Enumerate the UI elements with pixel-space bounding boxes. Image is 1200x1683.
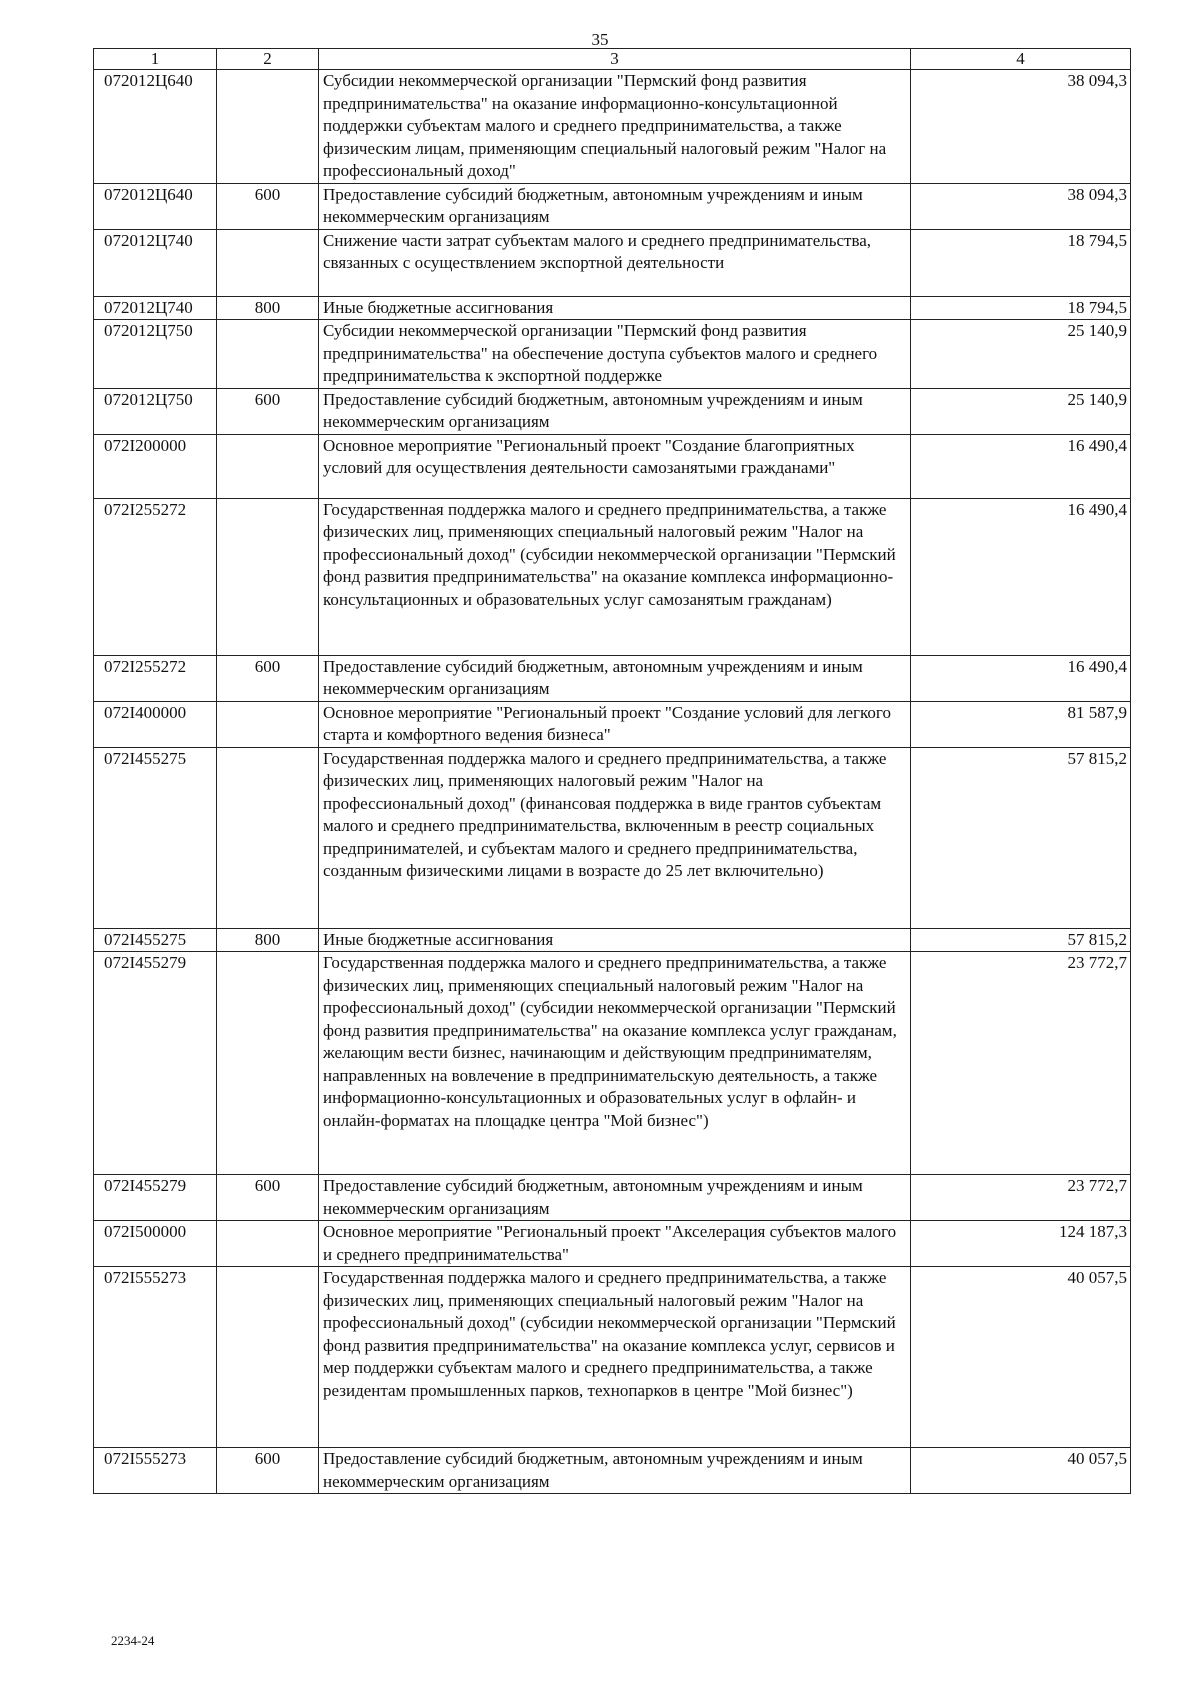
row-amount: 38 094,3: [911, 183, 1131, 229]
row-amount: 23 772,7: [911, 1175, 1131, 1221]
row-code: 072I500000: [94, 1221, 217, 1267]
row-name: Основное мероприятие "Региональный проект "Создание условий для легкого старта и комфортного ведения бизнеса": [319, 701, 911, 747]
table-row: [94, 434, 1131, 498]
row-amount: 57 815,2: [911, 747, 1131, 928]
row-amount: 57 815,2: [911, 928, 1131, 952]
row-name: Иные бюджетные ассигнования: [319, 296, 911, 320]
table-row: [94, 388, 1131, 434]
row-code: 072I400000: [94, 701, 217, 747]
row-amount: 124 187,3: [911, 1221, 1131, 1267]
row-code: 072012Ц640: [94, 70, 217, 184]
row-expense-type: 600: [217, 1175, 319, 1221]
column-header-type: 2: [217, 49, 319, 70]
row-code: 072012Ц740: [94, 296, 217, 320]
row-name: Государственная поддержка малого и среднего предпринимательства, а также физических лиц, применяющих специальный налоговый режим "Налог на профессиональный доход" (субсидии некоммерческой организации "Пермский фонд развития предпринимательства" на оказание комплекса информационно-консультационных и образовательных услуг самозанятым гражданам): [319, 498, 911, 655]
row-expense-type: 600: [217, 183, 319, 229]
row-expense-type: [217, 1221, 319, 1267]
row-amount: 18 794,5: [911, 229, 1131, 296]
row-expense-type: 800: [217, 928, 319, 952]
row-amount: 18 794,5: [911, 296, 1131, 320]
row-name: Субсидии некоммерческой организации "Пермский фонд развития предпринимательства" на оказание информационно-консультационной поддержки субъектам малого и среднего предпринимательства, а также физическим лицам, применяющим специальный налоговый режим "Налог на профессиональный доход": [319, 70, 911, 184]
row-code: 072012Ц640: [94, 183, 217, 229]
table-row: [94, 747, 1131, 928]
row-name: Основное мероприятие "Региональный проект "Акселерация субъектов малого и среднего предпринимательства": [319, 1221, 911, 1267]
row-expense-type: 600: [217, 1448, 319, 1494]
table-row: [94, 70, 1131, 184]
row-expense-type: [217, 747, 319, 928]
row-expense-type: [217, 434, 319, 498]
table-row: [94, 498, 1131, 655]
row-code: 072I455279: [94, 1175, 217, 1221]
row-name: Государственная поддержка малого и среднего предпринимательства, а также физических лиц, применяющих налоговый режим "Налог на профессиональный доход" (финансовая поддержка в виде грантов субъектам малого и среднего предпринимательства, включенным в реестр социальных предпринимателей, и субъектам малого и среднего предпринимательства, созданным физическими лицами в возрасте до 25 лет включительно): [319, 747, 911, 928]
row-code: 072I255272: [94, 498, 217, 655]
row-amount: 40 057,5: [911, 1267, 1131, 1448]
table-row: [94, 183, 1131, 229]
row-code: 072012Ц740: [94, 229, 217, 296]
row-name: Субсидии некоммерческой организации "Пермский фонд развития предпринимательства" на обеспечение доступа субъектов малого и среднего предпринимательства к экспортной поддержке: [319, 320, 911, 389]
row-expense-type: 600: [217, 655, 319, 701]
row-amount: 40 057,5: [911, 1448, 1131, 1494]
column-header-code: 1: [94, 49, 217, 70]
row-amount: 38 094,3: [911, 70, 1131, 184]
row-expense-type: [217, 952, 319, 1175]
table-row: [94, 655, 1131, 701]
row-amount: 81 587,9: [911, 701, 1131, 747]
row-expense-type: [217, 498, 319, 655]
row-name: Основное мероприятие "Региональный проект "Создание благоприятных условий для осуществления деятельности самозанятыми гражданами": [319, 434, 911, 498]
row-code: 072012Ц750: [94, 388, 217, 434]
row-expense-type: 600: [217, 388, 319, 434]
table-row: [94, 928, 1131, 952]
page-number: 35: [591, 30, 609, 49]
table-row: [94, 1221, 1131, 1267]
row-name: Государственная поддержка малого и среднего предпринимательства, а также физических лиц, применяющих специальный налоговый режим "Налог на профессиональный доход" (субсидии некоммерческой организации "Пермский фонд развития предпринимательства" на оказание комплекса услуг, сервисов и мер поддержки субъектам малого и среднего предпринимательства, а также резидентам промышленных парков, технопарков в центре "Мой бизнес"): [319, 1267, 911, 1448]
row-code: 072I455275: [94, 747, 217, 928]
row-expense-type: [217, 229, 319, 296]
table-row: [94, 229, 1131, 296]
row-code: 072I200000: [94, 434, 217, 498]
column-header-name: 3: [319, 49, 911, 70]
table-row: [94, 1448, 1131, 1494]
table-row: [94, 296, 1131, 320]
table-row: [94, 701, 1131, 747]
table-header-row: [94, 49, 1131, 70]
row-expense-type: [217, 701, 319, 747]
row-expense-type: [217, 70, 319, 184]
row-code: 072I255272: [94, 655, 217, 701]
row-amount: 16 490,4: [911, 498, 1131, 655]
column-header-amount: 4: [911, 49, 1131, 70]
row-amount: 25 140,9: [911, 320, 1131, 389]
row-amount: 16 490,4: [911, 655, 1131, 701]
row-amount: 25 140,9: [911, 388, 1131, 434]
table-row: [94, 320, 1131, 389]
row-code: 072012Ц750: [94, 320, 217, 389]
row-name: Снижение части затрат субъектам малого и среднего предпринимательства, связанных с осуществлением экспортной деятельности: [319, 229, 911, 296]
row-code: 072I555273: [94, 1267, 217, 1448]
row-name: Предоставление субсидий бюджетным, автономным учреждениям и иным некоммерческим организациям: [319, 1175, 911, 1221]
row-name: Предоставление субсидий бюджетным, автономным учреждениям и иным некоммерческим организациям: [319, 1448, 911, 1494]
budget-table: [93, 48, 1131, 1494]
row-expense-type: [217, 320, 319, 389]
row-expense-type: [217, 1267, 319, 1448]
table-row: [94, 1175, 1131, 1221]
row-amount: 16 490,4: [911, 434, 1131, 498]
table-row: [94, 952, 1131, 1175]
row-name: Иные бюджетные ассигнования: [319, 928, 911, 952]
table-row: [94, 1267, 1131, 1448]
row-name: Предоставление субсидий бюджетным, автономным учреждениям и иным некоммерческим организациям: [319, 655, 911, 701]
row-code: 072I555273: [94, 1448, 217, 1494]
row-name: Предоставление субсидий бюджетным, автономным учреждениям и иным некоммерческим организациям: [319, 183, 911, 229]
row-expense-type: 800: [217, 296, 319, 320]
document-code: 2234-24: [111, 1633, 155, 1648]
row-code: 072I455279: [94, 952, 217, 1175]
row-name: Предоставление субсидий бюджетным, автономным учреждениям и иным некоммерческим организациям: [319, 388, 911, 434]
row-amount: 23 772,7: [911, 952, 1131, 1175]
row-name: Государственная поддержка малого и среднего предпринимательства, а также физических лиц, применяющих специальный налоговый режим "Налог на профессиональный доход" (субсидии некоммерческой организации "Пермский фонд развития предпринимательства" на оказание комплекса услуг гражданам, желающим вести бизнес, начинающим и действующим предпринимателям, направленных на вовлечение в предпринимательскую деятельность, а также информационно-консультационных и образовательных услуг в офлайн- и онлайн-форматах на площадке центра "Мой бизнес"): [319, 952, 911, 1175]
row-code: 072I455275: [94, 928, 217, 952]
